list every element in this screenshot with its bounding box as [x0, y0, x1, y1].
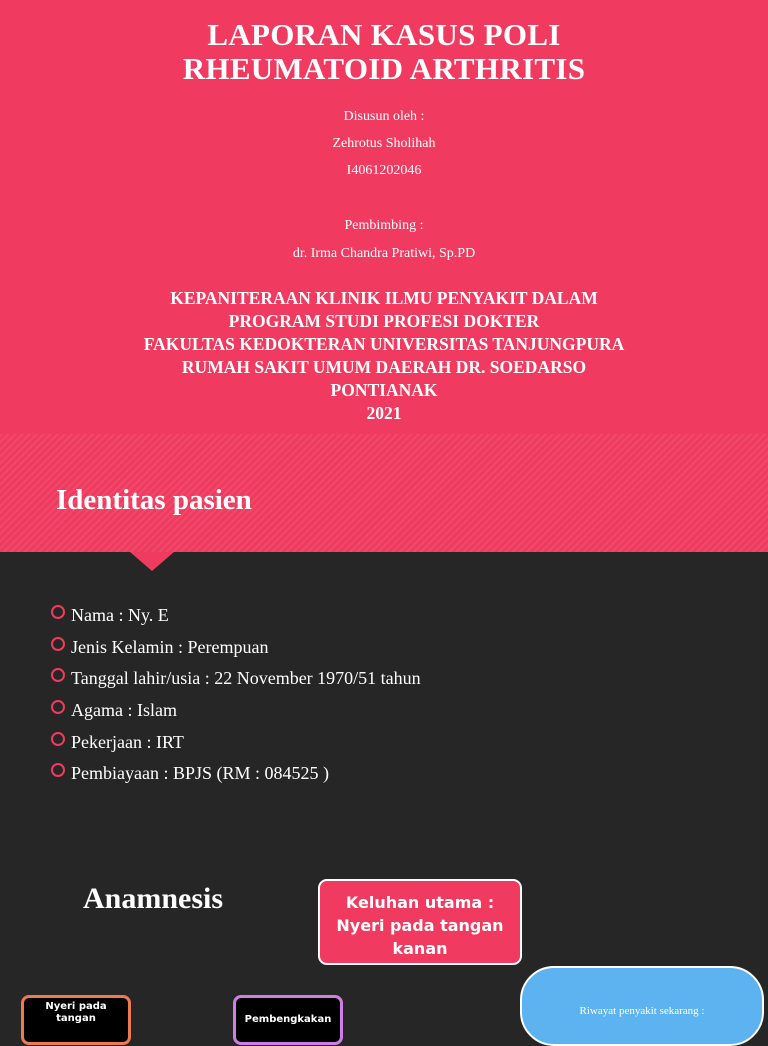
- institution-line: PROGRAM STUDI PROFESI DOKTER: [228, 311, 540, 331]
- cover-title: [0, 18, 768, 86]
- circle-bullet-icon: [51, 700, 65, 714]
- nyeri-box: [21, 995, 131, 1045]
- institution-line: RUMAH SAKIT UMUM DAERAH DR. SOEDARSO: [181, 357, 587, 377]
- list-item-text: Agama : Islam: [71, 700, 177, 721]
- list-item: [50, 727, 421, 759]
- nyeri-box-line: Nyeri pada: [45, 1001, 107, 1012]
- author-name: Zehrotus Sholihah: [332, 136, 436, 151]
- author-nim: I4061202046: [346, 163, 422, 178]
- disusun-label: Disusun oleh :: [343, 109, 425, 124]
- list-item-text: Pembiayaan : BPJS (RM : 084525 ): [71, 763, 330, 784]
- list-item: [50, 600, 421, 632]
- circle-bullet-icon: [51, 732, 65, 746]
- institution-line: 2021: [366, 403, 402, 423]
- list-item-text: Nama : Ny. E: [71, 605, 169, 625]
- keluhan-text-line: kanan: [392, 939, 448, 958]
- institution-line: PONTIANAK: [330, 380, 438, 400]
- keluhan-text-line: Nyeri pada tangan: [336, 916, 504, 935]
- list-item-text: Pekerjaan : IRT: [71, 731, 184, 752]
- keluhan-utama-box: [318, 879, 522, 965]
- identitas-list: [50, 600, 421, 790]
- riwayat-label: Riwayat penyakit sekarang :: [579, 1005, 705, 1017]
- list-item: [50, 695, 421, 727]
- header-pointer: [130, 552, 174, 571]
- circle-bullet-icon: [51, 763, 65, 777]
- title-line-2: RHEUMATOID ARTHRITIS: [182, 51, 586, 86]
- list-item-text: Jenis Kelamin : Perempuan: [71, 636, 269, 657]
- nyeri-box-line: tangan: [56, 1013, 96, 1024]
- circle-bullet-icon: [51, 637, 65, 651]
- pembimbing-name: dr. Irma Chandra Pratiwi, Sp.PD: [292, 246, 476, 261]
- pembengkakan-label: Pembengkakan: [244, 1014, 332, 1025]
- institution-block: [0, 287, 768, 425]
- list-item: [50, 632, 421, 664]
- list-item: [50, 663, 421, 695]
- cover-slide: [0, 0, 768, 434]
- list-item-text: Tanggal lahir/usia : 22 November 1970/51 tahun: [71, 668, 421, 689]
- keluhan-label: Keluhan utama :: [345, 893, 495, 912]
- identitas-title: Identitas pasien: [56, 484, 252, 516]
- list-item: [50, 758, 421, 790]
- pembengkakan-box: [233, 995, 343, 1045]
- institution-line: FAKULTAS KEDOKTERAN UNIVERSITAS TANJUNGPURA: [143, 334, 625, 354]
- riwayat-penyakit-box: [520, 966, 764, 1046]
- pembimbing-label: Pembimbing :: [344, 218, 424, 233]
- title-line-1: LAPORAN KASUS POLI: [207, 17, 561, 52]
- circle-bullet-icon: [51, 605, 65, 619]
- anamnesis-title: Anamnesis: [83, 882, 224, 915]
- institution-line: KEPANITERAAN KLINIK ILMU PENYAKIT DALAM: [170, 288, 598, 308]
- circle-bullet-icon: [51, 668, 65, 682]
